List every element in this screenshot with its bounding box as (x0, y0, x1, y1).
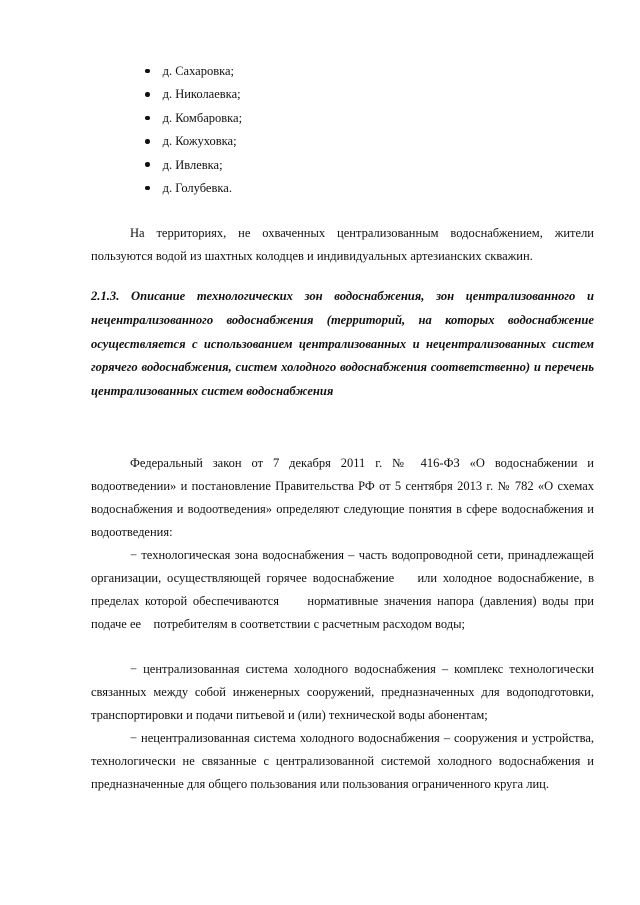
list-item (145, 130, 242, 153)
definition-technological-zone: − технологическая зона водоснабжения – часть водопроводной сети, принадлежащей организации, осуществляющей горячее водоснабжение или холодное водоснабжение, в пределах которой обеспечиваются нормативные значения напора (давления) воды при подаче ее потребителям в соответствии с расчетным расходом воды; (91, 548, 598, 631)
list-item (145, 107, 242, 130)
definition-decentralized-system: − нецентрализованная система холодного водоснабжения – сооружения и устройства, технологически не связанные с централизованной системой холодного водоснабжения и предназначенные для общего пользования или пользования ограниченного круга лиц. (91, 731, 594, 791)
bullet-icon (145, 186, 150, 191)
bullet-icon (145, 69, 150, 74)
definition-centralized-system: − централизованная система холодного водоснабжения – комплекс технологически связанных между собой инженерных сооружений, предназначенных для водоподготовки, транспортировки и подачи питьевой и (или) технической воды абонентам; (91, 662, 594, 722)
list-item-text: д. Кожуховка; (162, 134, 237, 149)
list-item (145, 177, 242, 200)
bullet-icon (145, 116, 150, 121)
list-item-text: д. Сахаровка; (162, 64, 235, 78)
village-list (145, 60, 242, 200)
bullet-icon (145, 92, 150, 97)
bullet-icon (145, 139, 150, 144)
list-item (145, 60, 242, 83)
bullet-icon (145, 162, 150, 167)
law-paragraph: Федеральный закон от 7 декабря 2011 г. № 416-ФЗ «О водоснабжении и водоотведении» и постановление Правительства РФ от 5 сентября 2013 г. № 782 «О схемах водоснабжения и водоотведения» определяют следующие понятия в сфере водоснабжения и водоотведения: (91, 456, 594, 539)
list-item (145, 154, 242, 177)
intro-paragraph: На территориях, не охваченных централизованным водоснабжением, жители пользуются водой из шахтных колодцев и индивидуальных артезианских скважин. (91, 226, 594, 263)
list-item-text: д. Комбаровка; (162, 110, 243, 125)
list-item-text: д. Голубевка. (162, 180, 232, 195)
section-heading: 2.1.3. Описание технологических зон водоснабжения, зон централизованного и нецентрализованного водоснабжения (территорий, на которых водоснабжение осуществляется с использованием централизованных и нецентрализованных систем горячего водоснабжения, систем холодного водоснабжения соответственно) и перечень централизованных систем водоснабжения (91, 289, 594, 399)
list-item-text: д. Ивлевка; (162, 157, 223, 172)
list-item (145, 83, 242, 106)
list-item-text: д. Николаевка; (162, 87, 241, 102)
